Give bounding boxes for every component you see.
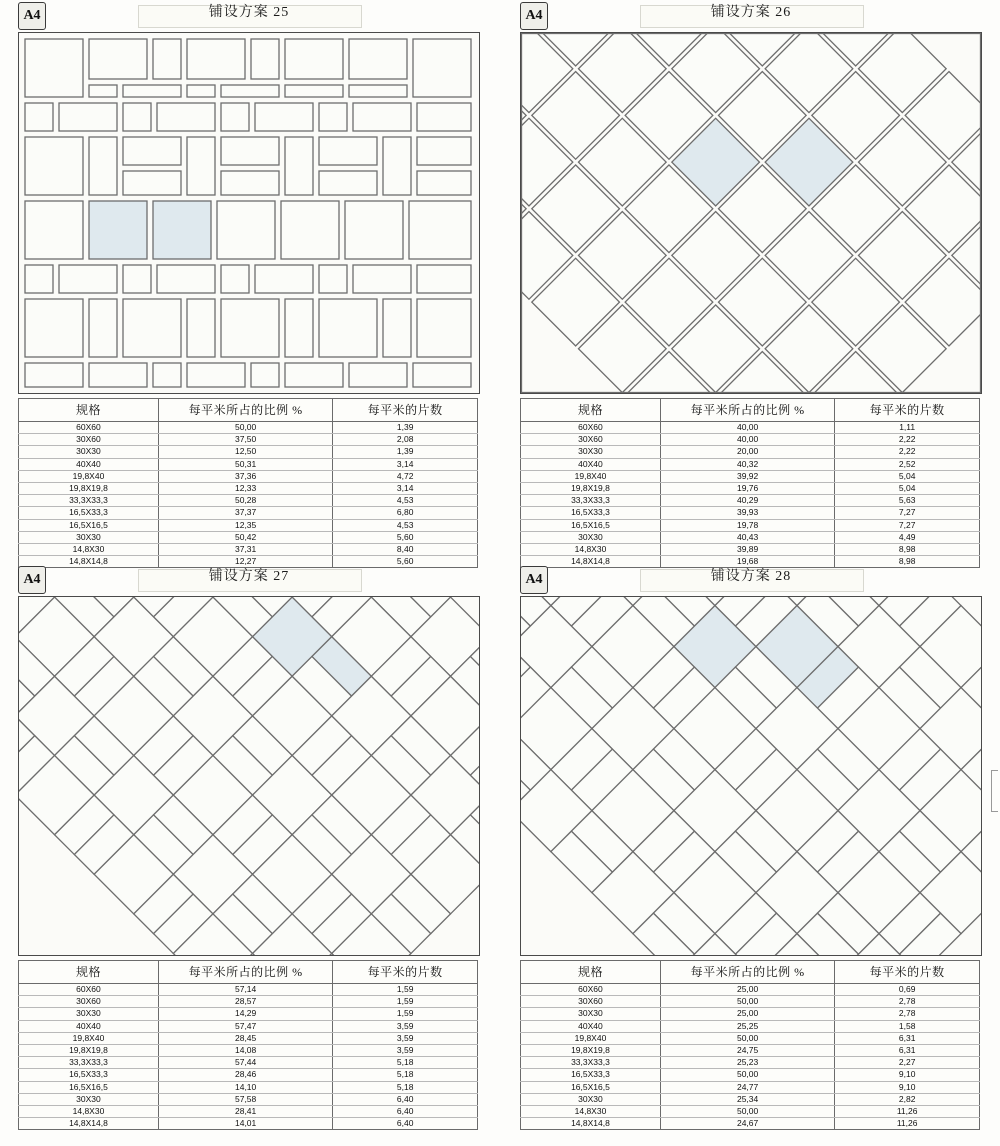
cell-ratio: 37,36 [158, 470, 332, 482]
cell-pieces: 1,39 [333, 422, 478, 434]
cell-pieces: 11,26 [835, 1106, 980, 1118]
cell-spec: 19,8X40 [19, 470, 159, 482]
cell-spec: 40X40 [19, 1020, 159, 1032]
table-row [521, 458, 980, 470]
cell-ratio: 57,47 [158, 1020, 332, 1032]
col-header-spec: 规格 [19, 961, 159, 984]
col-header-spec: 规格 [19, 399, 159, 422]
cell-spec: 19,8X19,8 [19, 1045, 159, 1057]
cell-pieces: 4,49 [835, 531, 980, 543]
cell-pieces: 1,39 [333, 446, 478, 458]
cell-ratio: 12,50 [158, 446, 332, 458]
cell-ratio: 14,29 [158, 1008, 332, 1020]
cell-spec: 40X40 [19, 458, 159, 470]
cell-ratio: 50,00 [660, 996, 834, 1008]
cell-spec: 14,8X14,8 [521, 556, 661, 568]
cell-spec: 33,3X33,3 [521, 495, 661, 507]
cell-spec: 60X60 [19, 984, 159, 996]
cell-pieces: 3,59 [333, 1045, 478, 1057]
tile-layout-diagram-28 [520, 596, 982, 956]
cell-spec: 14,8X30 [521, 1106, 661, 1118]
cell-ratio: 12,27 [158, 556, 332, 568]
table-row [19, 483, 478, 495]
cell-ratio: 19,78 [660, 519, 834, 531]
cell-spec: 16,5X16,5 [521, 1081, 661, 1093]
cell-ratio: 28,46 [158, 1069, 332, 1081]
table-row [19, 519, 478, 531]
col-header-pieces: 每平米的片数 [333, 961, 478, 984]
cell-pieces: 2,82 [835, 1093, 980, 1105]
page-edge-mark [991, 770, 998, 812]
cell-pieces: 4,53 [333, 495, 478, 507]
panel-title: 铺设方案 27 [208, 569, 290, 584]
cell-pieces: 9,10 [835, 1081, 980, 1093]
cell-ratio: 28,41 [158, 1106, 332, 1118]
diagram-svg [521, 597, 981, 955]
table-row [521, 1106, 980, 1118]
cell-spec: 19,8X19,8 [19, 483, 159, 495]
table-row [19, 1118, 478, 1130]
cell-spec: 30X60 [521, 996, 661, 1008]
cell-ratio: 25,23 [660, 1057, 834, 1069]
col-header-ratio: 每平米所占的比例 % [660, 961, 834, 984]
cell-ratio: 50,28 [158, 495, 332, 507]
cell-pieces: 5,60 [333, 556, 478, 568]
cell-pieces: 5,04 [835, 483, 980, 495]
cell-pieces: 4,72 [333, 470, 478, 482]
table-header-row [521, 399, 980, 422]
cell-pieces: 3,14 [333, 458, 478, 470]
cell-pieces: 2,27 [835, 1057, 980, 1069]
table-row [521, 1093, 980, 1105]
cell-spec: 40X40 [521, 458, 661, 470]
spec-table-25 [18, 398, 478, 568]
table-header-row [521, 961, 980, 984]
cell-pieces: 7,27 [835, 519, 980, 531]
col-header-pieces: 每平米的片数 [835, 399, 980, 422]
cell-pieces: 3,59 [333, 1020, 478, 1032]
cell-pieces: 2,22 [835, 434, 980, 446]
table-row [521, 422, 980, 434]
cell-pieces: 8,98 [835, 556, 980, 568]
cell-ratio: 50,00 [660, 1106, 834, 1118]
table-row [521, 544, 980, 556]
cell-ratio: 40,00 [660, 434, 834, 446]
cell-pieces: 9,10 [835, 1069, 980, 1081]
table-header-row [19, 399, 478, 422]
cell-spec: 14,8X30 [19, 544, 159, 556]
panel-header [520, 566, 982, 594]
cell-spec: 30X30 [521, 531, 661, 543]
cell-pieces: 6,40 [333, 1106, 478, 1118]
cell-spec: 19,8X40 [19, 1032, 159, 1044]
cell-pieces: 5,63 [835, 495, 980, 507]
cell-ratio: 14,10 [158, 1081, 332, 1093]
cell-ratio: 40,43 [660, 531, 834, 543]
diagram-svg [521, 33, 981, 393]
cell-pieces: 2,52 [835, 458, 980, 470]
table-row [521, 1118, 980, 1130]
table-row [19, 1045, 478, 1057]
cell-spec: 14,8X30 [521, 544, 661, 556]
cell-spec: 16,5X16,5 [19, 1081, 159, 1093]
spec-table-27 [18, 960, 478, 1130]
cell-pieces: 1,59 [333, 1008, 478, 1020]
table-row [521, 446, 980, 458]
table-row [521, 984, 980, 996]
cell-ratio: 24,77 [660, 1081, 834, 1093]
cell-pieces: 5,18 [333, 1057, 478, 1069]
cell-pieces: 1,11 [835, 422, 980, 434]
spec-table-26 [520, 398, 980, 568]
panel-header [18, 2, 480, 30]
cell-pieces: 6,31 [835, 1045, 980, 1057]
table-row [19, 495, 478, 507]
table-row [19, 1106, 478, 1118]
table-row [521, 495, 980, 507]
cell-pieces: 5,04 [835, 470, 980, 482]
cell-spec: 16,5X16,5 [19, 519, 159, 531]
paper-size-badge: A4 [520, 566, 548, 594]
cell-ratio: 25,00 [660, 1008, 834, 1020]
col-header-ratio: 每平米所占的比例 % [158, 961, 332, 984]
cell-ratio: 40,00 [660, 422, 834, 434]
table-row [19, 1093, 478, 1105]
cell-spec: 19,8X19,8 [521, 483, 661, 495]
cell-spec: 33,3X33,3 [19, 1057, 159, 1069]
cell-spec: 60X60 [521, 422, 661, 434]
table-row [19, 434, 478, 446]
panel-scheme-27 [18, 566, 480, 1144]
cell-pieces: 2,78 [835, 1008, 980, 1020]
diagram-svg [19, 33, 479, 393]
table-row [19, 1069, 478, 1081]
table-row [19, 544, 478, 556]
table-row [19, 531, 478, 543]
cell-spec: 14,8X14,8 [19, 1118, 159, 1130]
cell-pieces: 5,60 [333, 531, 478, 543]
cell-ratio: 37,31 [158, 544, 332, 556]
table-row [19, 470, 478, 482]
cell-ratio: 14,01 [158, 1118, 332, 1130]
panel-scheme-28 [520, 566, 982, 1144]
table-header-row [19, 961, 478, 984]
cell-ratio: 25,00 [660, 984, 834, 996]
cell-ratio: 24,75 [660, 1045, 834, 1057]
cell-spec: 16,5X16,5 [521, 519, 661, 531]
cell-ratio: 19,76 [660, 483, 834, 495]
cell-ratio: 25,34 [660, 1093, 834, 1105]
cell-pieces: 0,69 [835, 984, 980, 996]
table-row [521, 1069, 980, 1081]
cell-ratio: 40,29 [660, 495, 834, 507]
cell-spec: 30X30 [19, 446, 159, 458]
cell-spec: 30X30 [521, 1093, 661, 1105]
panel-scheme-25 [18, 2, 480, 567]
table-row [521, 507, 980, 519]
cell-pieces: 3,14 [333, 483, 478, 495]
cell-pieces: 6,80 [333, 507, 478, 519]
cell-ratio: 37,50 [158, 434, 332, 446]
diagram-svg [19, 597, 479, 955]
cell-pieces: 1,59 [333, 996, 478, 1008]
cell-ratio: 12,35 [158, 519, 332, 531]
table-row [521, 519, 980, 531]
cell-spec: 40X40 [521, 1020, 661, 1032]
cell-spec: 33,3X33,3 [19, 495, 159, 507]
cell-ratio: 39,89 [660, 544, 834, 556]
cell-ratio: 28,45 [158, 1032, 332, 1044]
cell-ratio: 20,00 [660, 446, 834, 458]
cell-pieces: 6,40 [333, 1118, 478, 1130]
col-header-pieces: 每平米的片数 [835, 961, 980, 984]
cell-spec: 16,5X33,3 [521, 1069, 661, 1081]
cell-pieces: 8,98 [835, 544, 980, 556]
table-row [521, 531, 980, 543]
table-row [521, 1008, 980, 1020]
paper-size-badge: A4 [18, 566, 46, 594]
table-row [19, 1008, 478, 1020]
cell-pieces: 5,18 [333, 1081, 478, 1093]
table-row [19, 996, 478, 1008]
cell-spec: 30X60 [521, 434, 661, 446]
table-row [521, 1032, 980, 1044]
panel-scheme-26 [520, 2, 982, 567]
cell-ratio: 24,67 [660, 1118, 834, 1130]
table-row [19, 446, 478, 458]
panel-title: 铺设方案 25 [208, 5, 290, 20]
cell-pieces: 2,78 [835, 996, 980, 1008]
panel-title: 铺设方案 26 [710, 5, 792, 20]
cell-pieces: 4,53 [333, 519, 478, 531]
cell-spec: 30X30 [521, 446, 661, 458]
cell-ratio: 57,44 [158, 1057, 332, 1069]
cell-pieces: 8,40 [333, 544, 478, 556]
table-row [19, 1057, 478, 1069]
cell-spec: 60X60 [521, 984, 661, 996]
table-row [521, 996, 980, 1008]
table-row [19, 458, 478, 470]
cell-pieces: 1,59 [333, 984, 478, 996]
cell-pieces: 3,59 [333, 1032, 478, 1044]
cell-ratio: 28,57 [158, 996, 332, 1008]
panel-title: 铺设方案 28 [710, 569, 792, 584]
cell-ratio: 12,33 [158, 483, 332, 495]
cell-spec: 33,3X33,3 [521, 1057, 661, 1069]
cell-pieces: 2,08 [333, 434, 478, 446]
cell-pieces: 5,18 [333, 1069, 478, 1081]
table-row [19, 1020, 478, 1032]
table-row [521, 483, 980, 495]
cell-ratio: 50,00 [660, 1069, 834, 1081]
cell-ratio: 50,42 [158, 531, 332, 543]
cell-spec: 16,5X33,3 [521, 507, 661, 519]
paper-size-badge: A4 [520, 2, 548, 30]
cell-ratio: 25,25 [660, 1020, 834, 1032]
cell-ratio: 50,00 [158, 422, 332, 434]
cell-ratio: 50,31 [158, 458, 332, 470]
table-row [521, 1081, 980, 1093]
cell-spec: 16,5X33,3 [19, 507, 159, 519]
cell-spec: 14,8X14,8 [521, 1118, 661, 1130]
spec-table-28 [520, 960, 980, 1130]
cell-spec: 30X60 [19, 996, 159, 1008]
col-header-ratio: 每平米所占的比例 % [660, 399, 834, 422]
table-row [521, 1045, 980, 1057]
cell-spec: 19,8X40 [521, 470, 661, 482]
cell-pieces: 6,40 [333, 1093, 478, 1105]
cell-spec: 30X30 [19, 531, 159, 543]
col-header-spec: 规格 [521, 961, 661, 984]
cell-spec: 19,8X40 [521, 1032, 661, 1044]
cell-ratio: 57,58 [158, 1093, 332, 1105]
cell-pieces: 1,58 [835, 1020, 980, 1032]
cell-ratio: 37,37 [158, 507, 332, 519]
paper-size-badge: A4 [18, 2, 46, 30]
cell-ratio: 50,00 [660, 1032, 834, 1044]
cell-ratio: 14,08 [158, 1045, 332, 1057]
cell-pieces: 6,31 [835, 1032, 980, 1044]
col-header-pieces: 每平米的片数 [333, 399, 478, 422]
cell-ratio: 57,14 [158, 984, 332, 996]
cell-pieces: 2,22 [835, 446, 980, 458]
cell-spec: 30X30 [19, 1093, 159, 1105]
table-row [19, 984, 478, 996]
table-row [19, 1032, 478, 1044]
col-header-ratio: 每平米所占的比例 % [158, 399, 332, 422]
cell-spec: 14,8X14,8 [19, 556, 159, 568]
table-row [19, 1081, 478, 1093]
panel-header [18, 566, 480, 594]
table-row [521, 1020, 980, 1032]
cell-spec: 14,8X30 [19, 1106, 159, 1118]
cell-pieces: 7,27 [835, 507, 980, 519]
panel-header [520, 2, 982, 30]
table-row [19, 422, 478, 434]
table-row [521, 470, 980, 482]
cell-ratio: 39,92 [660, 470, 834, 482]
col-header-spec: 规格 [521, 399, 661, 422]
cell-spec: 30X60 [19, 434, 159, 446]
cell-ratio: 40,32 [660, 458, 834, 470]
cell-spec: 19,8X19,8 [521, 1045, 661, 1057]
tile-layout-diagram-26 [520, 32, 982, 394]
table-row [521, 434, 980, 446]
tile-layout-diagram-25 [18, 32, 480, 394]
cell-ratio: 39,93 [660, 507, 834, 519]
cell-spec: 16,5X33,3 [19, 1069, 159, 1081]
cell-ratio: 19,68 [660, 556, 834, 568]
cell-spec: 30X30 [19, 1008, 159, 1020]
tile-layout-diagram-27 [18, 596, 480, 956]
cell-spec: 60X60 [19, 422, 159, 434]
table-row [19, 507, 478, 519]
table-row [521, 1057, 980, 1069]
cell-pieces: 11,26 [835, 1118, 980, 1130]
cell-spec: 30X30 [521, 1008, 661, 1020]
